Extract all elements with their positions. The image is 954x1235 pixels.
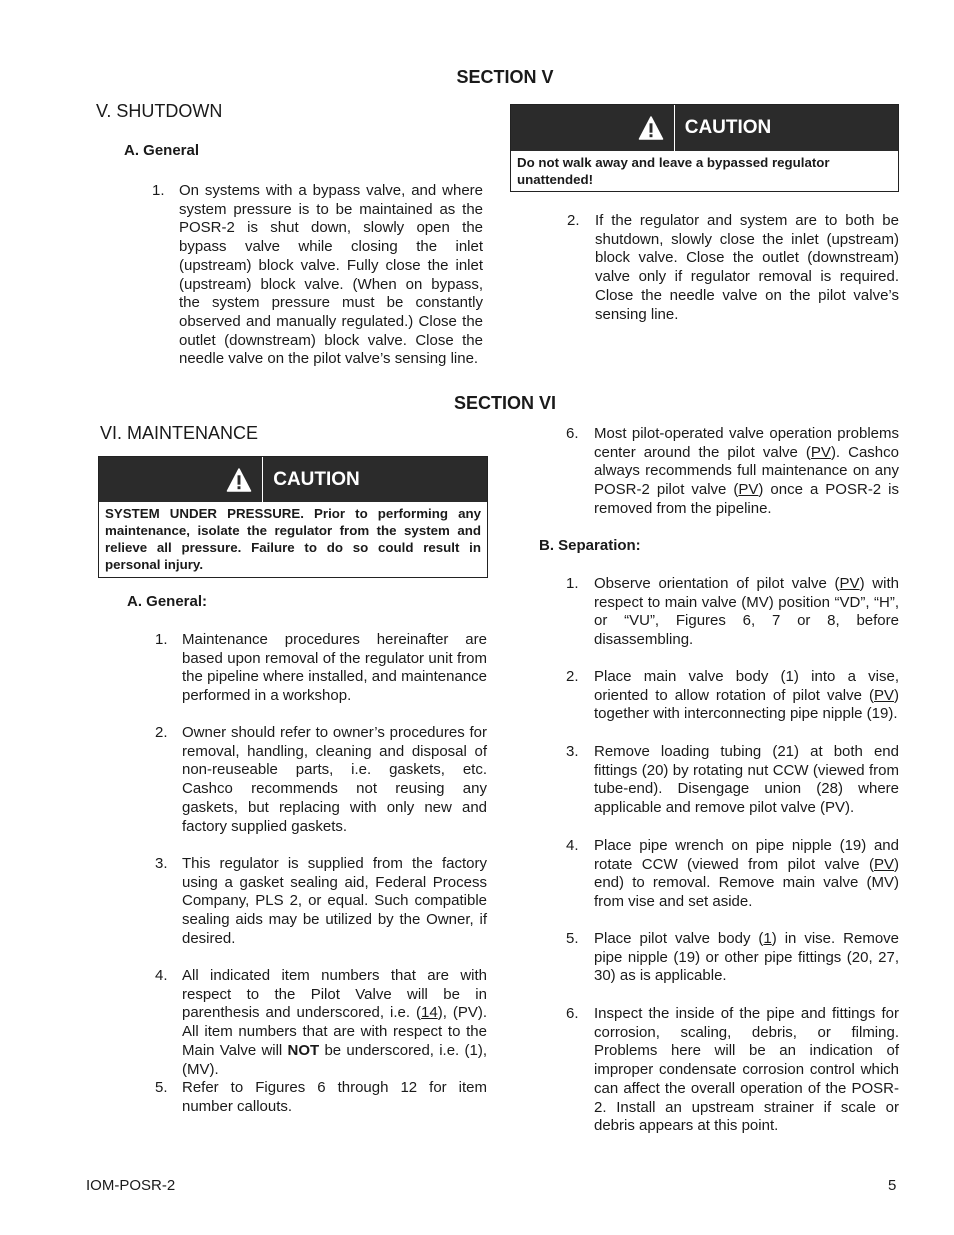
general-item-6 — [566, 425, 899, 520]
general-item-4 — [155, 967, 488, 1078]
item-text: If the regulator and system are to both be shutdown, slowly close the inlet (upstream) block valve. Close the outlet (downstream) valve only if regulator removal is required. Close the needle valve on the pilot valve’s sensing line. — [595, 212, 899, 323]
shutdown-item-2 — [567, 212, 899, 327]
item-text: Most pilot-operated valve operation problems center around the pilot valve (PV). Cashco always recommends full maintenance on any POSR-2 pilot valve (PV) once a POSR-2 is removed from the pipeline. — [594, 425, 899, 517]
separation-item-1 — [566, 575, 899, 655]
item-number: 4. — [155, 967, 168, 984]
item-number: 6. — [566, 425, 579, 442]
separation-item-2 — [566, 668, 899, 728]
item-text: Remove loading tubing (21) at both end fittings (20) by rotating nut CCW (viewed from tube-end). Disengage union (28) where applicable and remove pilot valve (PV). — [594, 743, 899, 817]
item-text: Place main valve body (1) into a vise, oriented to allow rotation of pilot valve (PV) together with interconnecting pipe nipple (19). — [594, 668, 899, 723]
item-text: Place pilot valve body (1) in vise. Remove pipe nipple (19) or other pipe fittings (20, 27, 30) as is applicable. — [594, 930, 900, 985]
item-number: 1. — [152, 182, 165, 199]
item-text: Refer to Figures 6 through 12 for item number callouts. — [182, 1079, 487, 1115]
footer-doc-id: IOM-POSR-2 — [86, 1177, 176, 1194]
separation-item-4 — [566, 837, 899, 917]
item-text: This regulator is supplied from the factory using a gasket sealing aid, Federal Process Company, PLS 2, or equal. Such compatible sealing aids may be utilized by the Owner, if desired. — [182, 855, 487, 947]
warning-triangle-icon — [226, 457, 263, 502]
item-text: Inspect the inside of the pipe and fittings for corrosion, scaling, debris, or filming. Problems here will be an indication of improper condensate corrosion control which can affect the overall operation of the POSR-2. Install an upstream strainer if scale or debris appears at this point. — [594, 1005, 899, 1135]
shutdown-heading: V. SHUTDOWN — [96, 101, 223, 121]
item-text: Maintenance procedures hereinafter are based upon removal of the regulator unit from the pipeline where installed, and maintenance performed in a workshop. — [182, 631, 487, 705]
general-item-2 — [155, 724, 487, 839]
item-number: 5. — [155, 1079, 168, 1096]
item-number: 3. — [155, 855, 168, 872]
caution-box-pressure — [98, 456, 488, 578]
shutdown-item-1 — [152, 182, 483, 372]
item-number: 5. — [566, 930, 579, 947]
general-item-1 — [155, 631, 487, 711]
caution-label: CAUTION — [273, 468, 360, 490]
section-6-title: SECTION VI — [453, 393, 556, 413]
separation-subheading: B. Separation: — [539, 537, 641, 554]
item-number: 4. — [566, 837, 579, 854]
separation-item-6 — [566, 1005, 899, 1140]
separation-item-5 — [566, 930, 899, 990]
item-text: Observe orientation of pilot valve (PV) with respect to main valve (MV) position “VD”, “H”, or “VU”, Figures 6, 7 or 8, before disassembling. — [594, 575, 899, 649]
item-number: 2. — [567, 212, 580, 229]
item-number: 1. — [566, 575, 579, 592]
separation-item-3 — [566, 743, 899, 823]
general-item-3 — [155, 855, 487, 955]
caution-message: SYSTEM UNDER PRESSURE. Prior to performing any maintenance, isolate the regulator from the system and relieve all pressure. Failure to do so could result in personal injury. — [105, 506, 481, 572]
shutdown-general-subheading: A. General — [124, 142, 200, 159]
warning-triangle-icon — [638, 105, 675, 151]
caution-box-bypass — [510, 104, 899, 192]
caution-header — [99, 457, 487, 502]
item-number: 6. — [566, 1005, 579, 1022]
section-5-title: SECTION V — [456, 67, 554, 87]
item-text: All indicated item numbers that are with respect to the Pilot Valve will be in parenthesis and underscored, i.e. (14), (PV). All item numbers that are with respect to the Main Valve will NOT be underscored, i.e. (1), (MV). — [182, 967, 488, 1078]
caution-message: Do not walk away and leave a bypassed regulator unattended! — [517, 155, 830, 187]
item-text: On systems with a bypass valve, and where system pressure is to be maintained as the POSR-2 is shut down, slowly open the bypass valve while closing the inlet (upstream) block valve. Fully close the inlet (upstream) block valve. (When on bypass, the system pressure must be constantly observed and manually regulated.) Close the outlet (downstream) block valve. Close the needle valve on the pilot valve’s sensing line. — [179, 182, 483, 368]
maintenance-general-subheading: A. General: — [127, 593, 208, 610]
page-number: 5 — [888, 1177, 897, 1194]
caution-label: CAUTION — [684, 117, 772, 138]
item-number: 1. — [155, 631, 168, 648]
item-text: Place pipe wrench on pipe nipple (19) and rotate CCW (viewed from pilot valve (PV) end) to removal. Remove main valve (MV) from vise and set aside. — [594, 837, 899, 911]
item-number: 2. — [566, 668, 579, 685]
general-item-5 — [155, 1079, 487, 1119]
maintenance-heading: VI. MAINTENANCE — [100, 423, 259, 443]
caution-header — [511, 105, 898, 151]
item-text: Owner should refer to owner’s procedures for removal, handling, cleaning and disposal of non-reuseable parts, i.e. gaskets, etc. Cashco recommends not reusing any gaskets, but replacing with only new and factory supplied gaskets. — [182, 724, 487, 835]
item-number: 3. — [566, 743, 579, 760]
item-number: 2. — [155, 724, 168, 741]
